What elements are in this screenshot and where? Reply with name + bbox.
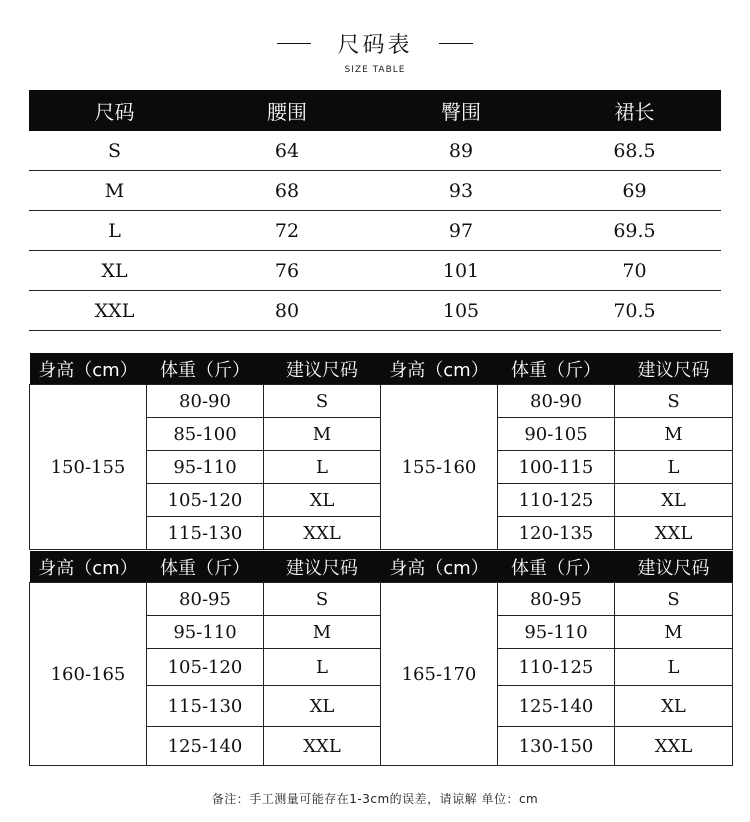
measurement-note: 备注：手工测量可能存在1-3cm的误差，请谅解 单位：cm: [211, 792, 539, 806]
weight-cell: 125-140: [498, 686, 615, 727]
weight-cell: 95-110: [498, 616, 615, 649]
hip-cell: 97: [374, 211, 548, 251]
weight-cell: 115-130: [147, 517, 264, 550]
size-cell: M: [264, 418, 381, 451]
weight-cell: 130-150: [498, 727, 615, 766]
size-cell: S: [615, 583, 733, 616]
hip-cell: 101: [374, 251, 548, 291]
table-row: [29, 171, 721, 211]
size-cell: XL: [264, 484, 381, 517]
column-header: 建议尺码: [615, 353, 733, 385]
size-cell: XL: [29, 251, 200, 291]
weight-cell: 80-95: [498, 583, 615, 616]
weight-cell: 110-125: [498, 649, 615, 686]
size-cell: XL: [264, 686, 381, 727]
column-header: 身高（cm）: [381, 551, 498, 583]
weight-cell: 115-130: [147, 686, 264, 727]
weight-cell: 105-120: [147, 649, 264, 686]
hip-cell: 89: [374, 131, 548, 171]
waist-cell: 68: [200, 171, 374, 211]
weight-cell: 120-135: [498, 517, 615, 550]
column-header: 腰围: [200, 90, 374, 131]
title-block: [0, 28, 750, 75]
length-cell: 70: [548, 251, 721, 291]
column-header: 尺码: [29, 90, 200, 131]
size-recommendation-table-2: [29, 551, 733, 766]
hip-cell: 105: [374, 291, 548, 331]
column-header: 建议尺码: [264, 551, 381, 583]
size-cell: XXL: [615, 517, 733, 550]
weight-cell: 125-140: [147, 727, 264, 766]
table-row: [29, 291, 721, 331]
size-cell: S: [264, 385, 381, 418]
size-cell: S: [264, 583, 381, 616]
column-header: 臀围: [374, 90, 548, 131]
size-cell: S: [615, 385, 733, 418]
size-cell: L: [29, 211, 200, 251]
height-range-cell: 150-155: [30, 385, 147, 550]
size-cell: XL: [615, 686, 733, 727]
column-header: 建议尺码: [264, 353, 381, 385]
table-row: [29, 251, 721, 291]
size-cell: L: [264, 451, 381, 484]
length-cell: 69.5: [548, 211, 721, 251]
size-cell: XXL: [29, 291, 200, 331]
table-row: [29, 211, 721, 251]
column-header: 建议尺码: [615, 551, 733, 583]
weight-cell: 105-120: [147, 484, 264, 517]
column-header: 体重（斤）: [498, 551, 615, 583]
hip-cell: 93: [374, 171, 548, 211]
column-header: 裙长: [548, 90, 721, 131]
size-cell: L: [615, 649, 733, 686]
height-range-cell: 160-165: [30, 583, 147, 766]
size-cell: M: [615, 418, 733, 451]
title-left-dash: [277, 43, 311, 44]
size-cell: XL: [615, 484, 733, 517]
size-cell: XXL: [264, 727, 381, 766]
weight-cell: 95-110: [147, 616, 264, 649]
length-cell: 68.5: [548, 131, 721, 171]
length-cell: 69: [548, 171, 721, 211]
size-cell: M: [29, 171, 200, 211]
column-header: 身高（cm）: [30, 353, 147, 385]
column-header: 体重（斤）: [147, 353, 264, 385]
title-right-dash: [439, 43, 473, 44]
size-table-header-row: [29, 90, 721, 131]
column-header: 体重（斤）: [147, 551, 264, 583]
column-header: 身高（cm）: [30, 551, 147, 583]
weight-cell: 85-100: [147, 418, 264, 451]
size-recommendation-table-1: [29, 353, 733, 550]
table-row: [30, 385, 733, 418]
table-row: [30, 583, 733, 616]
height-range-cell: 155-160: [381, 385, 498, 550]
size-cell: XXL: [264, 517, 381, 550]
waist-cell: 72: [200, 211, 374, 251]
recommend-header-row: [30, 551, 733, 583]
size-cell: L: [615, 451, 733, 484]
recommend-header-row: [30, 353, 733, 385]
height-range-cell: 165-170: [381, 583, 498, 766]
weight-cell: 80-95: [147, 583, 264, 616]
weight-cell: 95-110: [147, 451, 264, 484]
size-cell: S: [29, 131, 200, 171]
length-cell: 70.5: [548, 291, 721, 331]
page-title: 尺码表: [337, 33, 413, 58]
table-row: [29, 131, 721, 171]
size-measurement-table: [29, 90, 721, 331]
weight-cell: 80-90: [498, 385, 615, 418]
waist-cell: 76: [200, 251, 374, 291]
weight-cell: 100-115: [498, 451, 615, 484]
column-header: 身高（cm）: [381, 353, 498, 385]
weight-cell: 110-125: [498, 484, 615, 517]
size-cell: XXL: [615, 727, 733, 766]
size-cell: M: [264, 616, 381, 649]
weight-cell: 80-90: [147, 385, 264, 418]
size-cell: M: [615, 616, 733, 649]
size-cell: L: [264, 649, 381, 686]
page-subtitle: SIZE TABLE: [344, 65, 406, 75]
waist-cell: 80: [200, 291, 374, 331]
weight-cell: 90-105: [498, 418, 615, 451]
waist-cell: 64: [200, 131, 374, 171]
column-header: 体重（斤）: [498, 353, 615, 385]
